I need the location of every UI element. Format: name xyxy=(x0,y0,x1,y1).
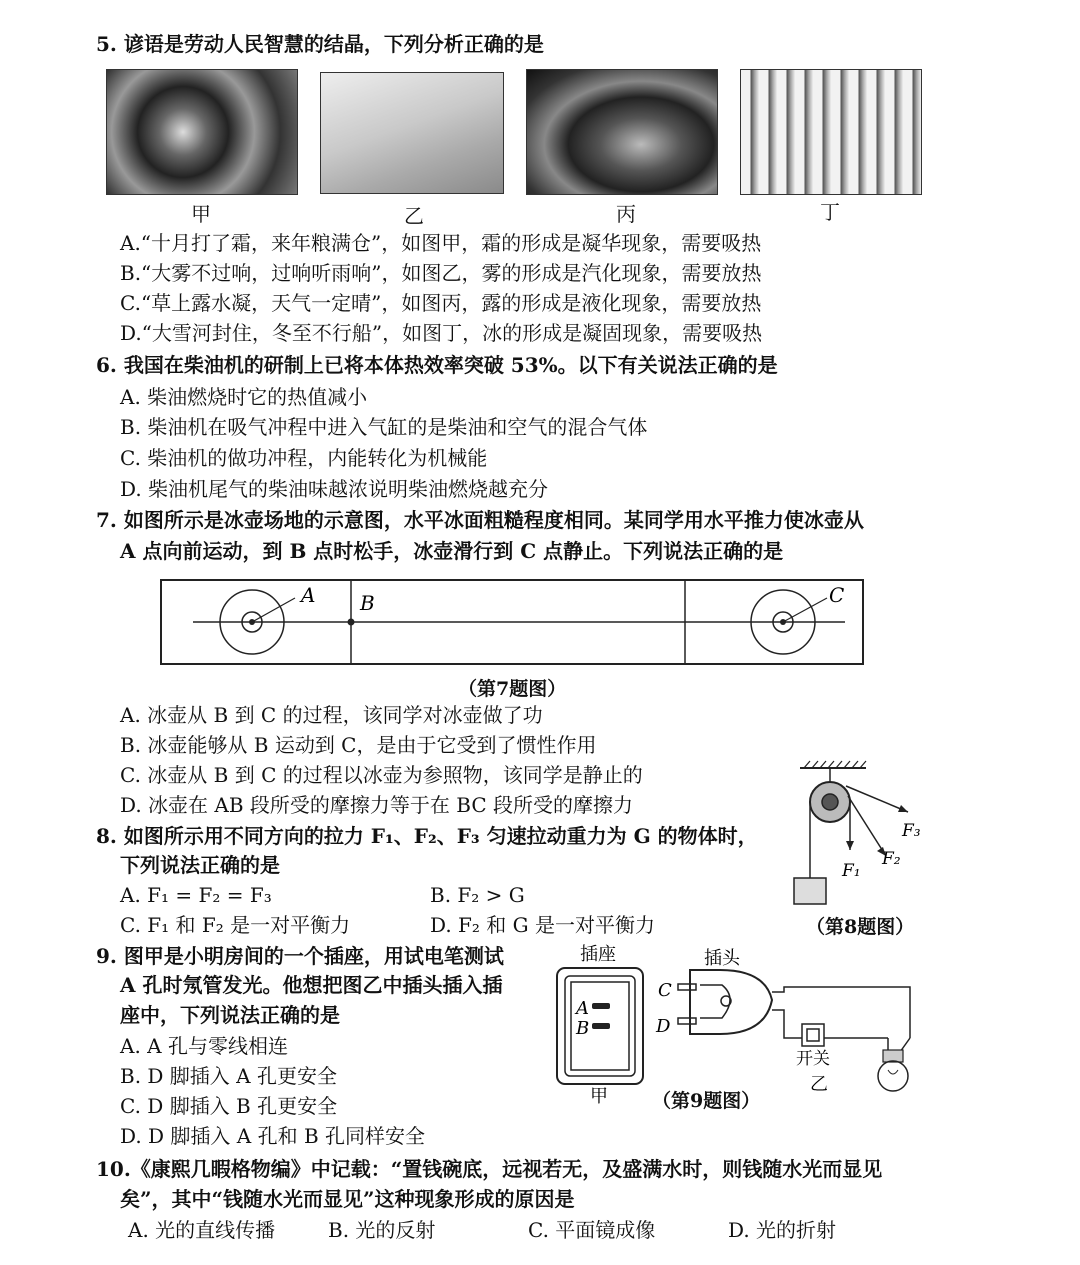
label-bing: 丙 xyxy=(616,202,636,226)
label-point-b: B xyxy=(360,591,375,615)
q8-option-b: B. F₂ > G xyxy=(430,883,525,907)
q9-stem-line1: 9. 图甲是小明房间的一个插座，用试电笔测试 xyxy=(96,944,504,968)
label-f2: F₂ xyxy=(882,849,901,869)
label-pin-c: C xyxy=(658,980,672,1001)
q5-stem: 5. 谚语是劳动人民智慧的结晶，下列分析正确的是 xyxy=(96,32,544,56)
pulley-diagram xyxy=(790,760,930,912)
q8-caption: （第8题图） xyxy=(806,916,915,938)
q10-stem-line1: 10.《康熙几暇格物编》中记载：“置钱碗底，远视若无，及盛满水时，则钱随水光而显见 xyxy=(96,1157,883,1181)
curling-field-diagram xyxy=(155,576,870,668)
q7-option-c: C. 冰壶从 B 到 C 的过程以冰壶为参照物，该同学是静止的 xyxy=(120,763,643,787)
label-point-c: C xyxy=(829,583,845,607)
q8-stem-line2: 下列说法正确的是 xyxy=(120,853,280,877)
q8-option-c: C. F₁ 和 F₂ 是一对平衡力 xyxy=(120,913,351,937)
label-yi: 乙 xyxy=(404,204,424,228)
q9-option-c: C. D 脚插入 B 孔更安全 xyxy=(120,1094,338,1118)
q9-stem-line2: A 孔时氖管发光。他想把图乙中插头插入插 xyxy=(120,973,503,997)
label-fig-yi: 乙 xyxy=(810,1074,828,1095)
q10-option-a: A. 光的直线传播 xyxy=(128,1218,276,1242)
q5-option-a: A.“十月打了霜，来年粮满仓”，如图甲，霜的形成是凝华现象，需要吸热 xyxy=(120,231,762,255)
q8-option-a: A. F₁ = F₂ = F₃ xyxy=(120,883,272,907)
label-hole-a: A xyxy=(576,998,589,1019)
q6-option-c: C. 柴油机的做功冲程，内能转化为机械能 xyxy=(120,446,488,470)
label-pin-d: D xyxy=(656,1016,671,1037)
photo-fog xyxy=(320,72,504,194)
q9-stem-line3: 座中，下列说法正确的是 xyxy=(120,1003,340,1027)
label-f3: F₃ xyxy=(902,821,921,841)
q10-option-c: C. 平面镜成像 xyxy=(528,1218,656,1242)
q7-stem-line2: A 点向前运动，到 B 点时松手，冰壶滑行到 C 点静止。下列说法正确的是 xyxy=(120,539,784,563)
q6-stem: 6. 我国在柴油机的研制上已将本体热效率突破 53%。以下有关说法正确的是 xyxy=(96,353,778,377)
q5-option-c: C.“草上露水凝，天气一定晴”，如图丙，露的形成是液化现象，需要放热 xyxy=(120,291,762,315)
label-hole-b: B xyxy=(576,1018,590,1039)
photo-ice xyxy=(740,69,922,195)
q9-option-d: D. D 脚插入 A 孔和 B 孔同样安全 xyxy=(120,1124,425,1148)
q7-caption: （第7题图） xyxy=(458,678,567,700)
label-f1: F₁ xyxy=(842,861,861,881)
q9-option-a: A. A 孔与零线相连 xyxy=(120,1034,288,1058)
q6-option-d: D. 柴油机尾气的柴油味越浓说明柴油燃烧越充分 xyxy=(120,477,549,501)
photo-frost xyxy=(106,69,298,195)
q10-stem-line2: 矣”，其中“钱随水光而显见”这种现象形成的原因是 xyxy=(120,1187,575,1211)
q7-option-d: D. 冰壶在 AB 段所受的摩擦力等于在 BC 段所受的摩擦力 xyxy=(120,793,633,817)
label-jia: 甲 xyxy=(191,202,211,226)
q10-option-b: B. 光的反射 xyxy=(328,1218,436,1242)
q8-option-d: D. F₂ 和 G 是一对平衡力 xyxy=(430,913,655,937)
label-point-a: A xyxy=(301,583,316,607)
q6-option-b: B. 柴油机在吸气冲程中进入气缸的是柴油和空气的混合气体 xyxy=(120,415,648,439)
q7-option-b: B. 冰壶能够从 B 运动到 C，是由于它受到了惯性作用 xyxy=(120,733,597,757)
q7-stem-line1: 7. 如图所示是冰壶场地的示意图，水平冰面粗糙程度相同。某同学用水平推力使冰壶从 xyxy=(96,508,864,532)
label-switch: 开关 xyxy=(796,1049,830,1069)
q10-option-d: D. 光的折射 xyxy=(728,1218,837,1242)
label-plug: 插头 xyxy=(704,948,740,969)
q6-option-a: A. 柴油燃烧时它的热值减小 xyxy=(120,385,368,409)
q5-option-d: D.“大雪河封住，冬至不行船”，如图丁，冰的形成是凝固现象，需要吸热 xyxy=(120,321,763,345)
q9-caption: （第9题图） xyxy=(652,1090,761,1112)
photo-dew xyxy=(526,69,718,195)
q8-stem-line1: 8. 如图所示用不同方向的拉力 F₁、F₂、F₃ 匀速拉动重力为 G 的物体时， xyxy=(96,824,758,848)
q5-option-b: B.“大雾不过响，过响听雨响”，如图乙，雾的形成是汽化现象，需要放热 xyxy=(120,261,762,285)
label-fig-jia: 甲 xyxy=(590,1086,608,1107)
q7-option-a: A. 冰壶从 B 到 C 的过程，该同学对冰壶做了功 xyxy=(120,703,543,727)
label-ding: 丁 xyxy=(820,200,840,224)
q9-option-b: B. D 脚插入 A 孔更安全 xyxy=(120,1064,337,1088)
label-socket: 插座 xyxy=(580,944,616,965)
